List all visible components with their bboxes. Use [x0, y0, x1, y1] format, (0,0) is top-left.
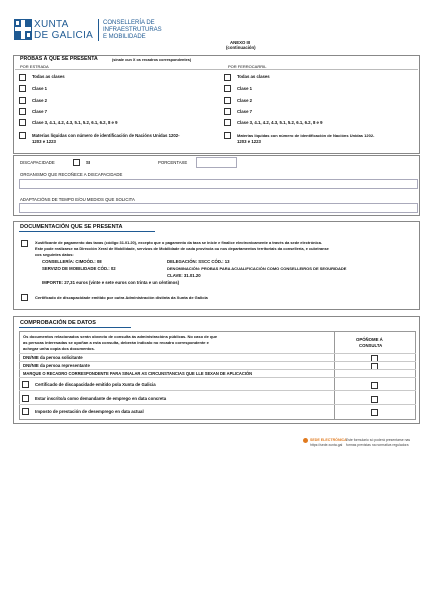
oponse-header-line1: OPÓÑOME Á: [356, 337, 383, 342]
checkbox-oponse-prestacion-desemprego[interactable]: [371, 409, 378, 416]
probas-title: PROBAS Á QUE SE PRESENTA: [20, 56, 98, 62]
checkbox-discapacidade-si[interactable]: [73, 159, 80, 166]
consellaria-code: CONSELLERÍA: CIMOÓD.: 08: [42, 259, 102, 264]
row-divider: [19, 369, 416, 370]
estrada-materias-label2: 1203 e 1223: [32, 139, 56, 144]
checkbox-xustificante-taxas[interactable]: [21, 240, 28, 247]
logo-line1: XUNTA: [34, 19, 69, 30]
dni-solicitante-label: DNI/NIE da persoa solicitante: [23, 355, 83, 360]
xunta-shield-icon: [14, 19, 32, 40]
xustificante-line1: Xustificante de pagamento das taxas (código 31.01.20), excepto que o pagamento da taxa se inicie e finalice electronicamente a través da sede electrónica.: [35, 240, 322, 245]
dept-line2: INFRAESTRUTURAS: [103, 27, 162, 33]
documentacion-title: DOCUMENTACIÓN QUE SE PRESENTA: [20, 224, 123, 230]
dni-representante-label: DNI/NIE da persoa representante: [23, 363, 90, 368]
checkbox-ferrocarril-clase7[interactable]: [224, 108, 231, 115]
dept-line3: E MOBILIDADE: [103, 34, 146, 40]
circ-prestacion-desemprego-label: Imposto de prestación de desemprego en data actual: [35, 409, 144, 414]
comprobacion-title: COMPROBACIÓN DE DATOS: [20, 320, 96, 326]
logo-divider: [98, 19, 99, 41]
comprobacion-intro-line3: achegar unha copia dos documentos.: [23, 346, 95, 351]
adaptacions-label: ADAPTACIÓNS DE TEMPO E/OU MEDIOS QUE SOLICITA: [20, 197, 135, 202]
sede-electronica-icon: [303, 438, 308, 443]
footer-note-line3: formas previstas na normativa reguladora: [346, 443, 409, 447]
probas-subtitle: (sinale cun X os recadros correspondentes): [112, 57, 192, 62]
col2-header: POR FERROCARRIL: [228, 64, 267, 69]
checkbox-estrada-todas[interactable]: [19, 74, 26, 81]
checkbox-ferrocarril-materias[interactable]: [224, 132, 231, 139]
discapacidade-si-label: SI: [86, 160, 91, 165]
porcentaxe-input[interactable]: [196, 157, 237, 168]
porcentaxe-label: PORCENTAXE: [158, 160, 188, 165]
row-divider: [19, 377, 416, 378]
ferrocarril-clase2-label: Clase 2: [237, 98, 253, 103]
annex-title: ANEXO III: [230, 40, 251, 45]
servizo-code: SERVIZO DE MOBILIDADE CÓD.: 02: [42, 266, 116, 271]
adaptacions-input[interactable]: [19, 203, 418, 213]
annex-subtitle: (continuación): [226, 45, 256, 50]
checkbox-estrada-clase1[interactable]: [19, 85, 26, 92]
xustificante-line3: cos seguintes datos:: [35, 252, 74, 257]
oponse-column-divider: [334, 331, 335, 420]
row-divider: [19, 353, 416, 354]
circ-certificado-xunta-label: Certificado de discapacidade emitido pola Xunta de Galicia: [35, 382, 156, 387]
documentacion-title-underline: [19, 231, 155, 232]
estrada-clase7-label: Clase 7: [32, 109, 48, 114]
estrada-materias-label: Materias líquidas con número de identificación de Nacións Unidas 1202-: [32, 133, 180, 138]
delegacion-code: DELEGACIÓN: SSCC CÓD.: 13: [167, 259, 230, 264]
marque-recadro-label: MARQUE O RECADRO CORRESPONDENTE PARA SINALAR AS CIRCUNSTANCIAS QUE LLE SEXAN DE APLICACIÓN: [23, 371, 253, 376]
ferrocarril-todas-label: Todas as clases: [237, 74, 270, 79]
checkbox-circ-certificado-xunta[interactable]: [22, 381, 29, 388]
checkbox-ferrocarril-clase1[interactable]: [224, 85, 231, 92]
checkbox-ferrocarril-todas[interactable]: [224, 74, 231, 81]
importe: IMPORTE: 27,31 euros (vinte e sete euros con trinta e un céntimos): [42, 280, 180, 285]
checkbox-oponse-certificado-xunta[interactable]: [371, 382, 378, 389]
comprobacion-title-underline: [19, 327, 131, 328]
estrada-clase3-label: Clase 3, 4.1, 4.2, 4.3, 5.1, 5.2, 6.1, 6.2, 8 e 9: [32, 120, 118, 125]
organismo-input[interactable]: [19, 179, 418, 189]
ferrocarril-clase1-label: Clase 1: [237, 86, 253, 91]
checkbox-ferrocarril-clase2[interactable]: [224, 97, 231, 104]
footer-note-line1: Este formulario só poderá presentarse nas: [346, 438, 411, 442]
checkbox-estrada-clase7[interactable]: [19, 108, 26, 115]
estrada-todas-label: Todas as clases: [32, 74, 65, 79]
checkbox-estrada-clase2[interactable]: [19, 97, 26, 104]
circ-demandante-emprego-label: Estar inscrito/a como demandante de emprego en data concreta: [35, 396, 167, 401]
dept-line1: CONSELLERÍA DE: [103, 20, 155, 26]
comprobacion-intro-line2: as persoas interesadas se opoñan a esta consulta, deberán indicalo no recadro correspondente e: [23, 340, 209, 345]
clave-code: CLAVE: 31.01.20: [167, 273, 201, 278]
row-divider: [19, 390, 416, 391]
checkbox-estrada-clase3[interactable]: [19, 119, 26, 126]
ferrocarril-clase7-label: Clase 7: [237, 109, 253, 114]
checkbox-ferrocarril-clase3[interactable]: [224, 119, 231, 126]
probas-header-line: [15, 69, 418, 70]
col1-header: POR ESTRADA: [20, 64, 49, 69]
discapacidade-label: DISCAPACIDADE: [20, 160, 55, 165]
sede-electronica-label: SEDE ELECTRÓNICA: [310, 438, 347, 442]
comprobacion-intro-line1: Os documentos relacionados serán obxecto de consulta ás administracións públicas. No caso de que: [23, 334, 218, 339]
certificado-outra-admin-label: Certificado de discapacidade emitido por outra Administración distinta da Xunta de Galicia: [35, 295, 208, 300]
logo-line2: DE GALICIA: [34, 30, 94, 41]
row-divider: [19, 361, 416, 362]
checkbox-oponse-demandante-emprego[interactable]: [371, 396, 378, 403]
estrada-clase2-label: Clase 2: [32, 98, 48, 103]
oponse-header-line2: CONSULTA: [359, 343, 383, 348]
checkbox-certificado-outra-admin[interactable]: [21, 294, 28, 301]
organismo-label: ORGANISMO QUE RECOÑECE A DISCAPACIDADE: [20, 172, 123, 177]
checkbox-circ-prestacion-desemprego[interactable]: [22, 408, 29, 415]
ferrocarril-clase3-label: Clase 3, 4.1, 4.2, 4.3, 5.1, 5.2, 6.1, 6.2, 8 e 9: [237, 120, 323, 125]
xustificante-line2: Este pode realizarse na Dirección Xeral de Mobilidade, servizos de Mobilidade de cada provincia ou nos departamentos territoriais da consellería, e cubriranse: [35, 246, 329, 251]
checkbox-circ-demandante-emprego[interactable]: [22, 395, 29, 402]
ferrocarril-materias-label2: 1203 e 1223: [237, 139, 261, 144]
denominacion: DENOMINACIÓN: PROBAS PARA ACUALIFICACIÓN COMO CONSELLEIROS DE SEGURIDADE: [167, 266, 347, 271]
row-divider: [19, 404, 416, 405]
footer-url[interactable]: https://sede.xunta.gal: [310, 443, 343, 447]
checkbox-estrada-materias[interactable]: [19, 132, 26, 139]
xunta-logo: [14, 19, 32, 40]
estrada-clase1-label: Clase 1: [32, 86, 48, 91]
ferrocarril-materias-label: Materias líquidas con número de identificación de Nacións Unidas 1202-: [237, 133, 375, 138]
